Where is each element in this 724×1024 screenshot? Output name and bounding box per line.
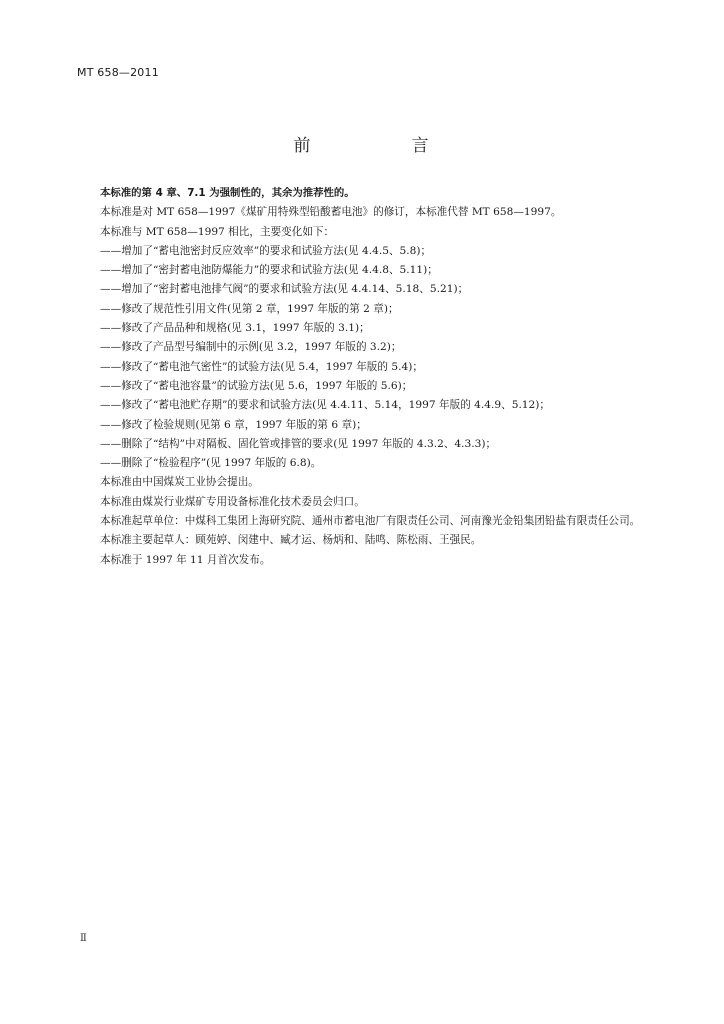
paragraph-drafters: 本标准主要起草人：顾苑婷、闵建中、臧才运、杨炳和、陆鸣、陈松雨、王强民。 bbox=[100, 534, 482, 547]
paragraph-committee: 本标准由煤炭行业煤矿专用设备标准化技术委员会归口。 bbox=[100, 495, 365, 508]
change-item: ——删除了“结构”中对隔板、固化管或排管的要求(见 1997 年版的 4.3.2、4.3.3)； bbox=[100, 437, 497, 450]
change-item: ——修改了规范性引用文件(见第 2 章，1997 年版的第 2 章)； bbox=[100, 302, 399, 315]
change-item: ——修改了“蓄电池容量”的试验方法(见 5.6，1997 年版的 5.6)； bbox=[100, 379, 413, 392]
change-item: ——增加了“密封蓄电池排气阀”的要求和试验方法(见 4.4.14、5.18、5.21)； bbox=[100, 283, 469, 296]
change-item: ——修改了“蓄电池气密性”的试验方法(见 5.4，1997 年版的 5.4)； bbox=[100, 360, 423, 373]
paragraph-mandatory-clause: 本标准的第 4 章、7.1 为强制性的，其余为推荐性的。 bbox=[100, 187, 355, 199]
change-item: ——增加了“密封蓄电池防爆能力”的要求和试验方法(见 4.4.8、5.11)； bbox=[100, 264, 438, 277]
paragraph-drafting-units: 本标准起草单位：中煤科工集团上海研究院、通州市蓄电池厂有限责任公司、河南豫光金铅集团铅盐有限责任公司。 bbox=[100, 515, 641, 528]
paragraph-first-issue: 本标准于 1997 年 11 月首次发布。 bbox=[100, 553, 271, 566]
change-item: ——修改了“蓄电池贮存期”的要求和试验方法(见 4.4.11、5.14，1997 年版的 4.4.9、5.12)； bbox=[100, 399, 551, 412]
document-code: MT 658—2011 bbox=[77, 66, 159, 79]
paragraph-changes-intro: 本标准与 MT 658—1997 相比，主要变化如下： bbox=[100, 225, 335, 238]
change-item: ——增加了“蓄电池密封反应效率”的要求和试验方法(见 4.4.5、5.8)； bbox=[100, 244, 432, 257]
change-item: ——修改了产品品种和规格(见 3.1，1997 年版的 3.1)； bbox=[100, 322, 370, 335]
change-item: ——删除了“检验程序”(见 1997 年版的 6.8)。 bbox=[100, 457, 322, 470]
change-item: ——修改了产品型号编制中的示例(见 3.2，1997 年版的 3.2)； bbox=[100, 341, 402, 354]
page-title: 前 言 bbox=[293, 136, 471, 156]
change-item: ——修改了检验规则(见第 6 章，1997 年版的第 6 章)； bbox=[100, 418, 367, 431]
paragraph-proposer: 本标准由中国煤炭工业协会提出。 bbox=[100, 476, 259, 489]
foreword-body bbox=[77, 184, 652, 570]
paragraph-revision: 本标准是对 MT 658—1997《煤矿用特殊型铅酸蓄电池》的修订，本标准代替 MT 658—1997。 bbox=[100, 206, 562, 219]
page-number: Ⅱ bbox=[80, 933, 87, 944]
